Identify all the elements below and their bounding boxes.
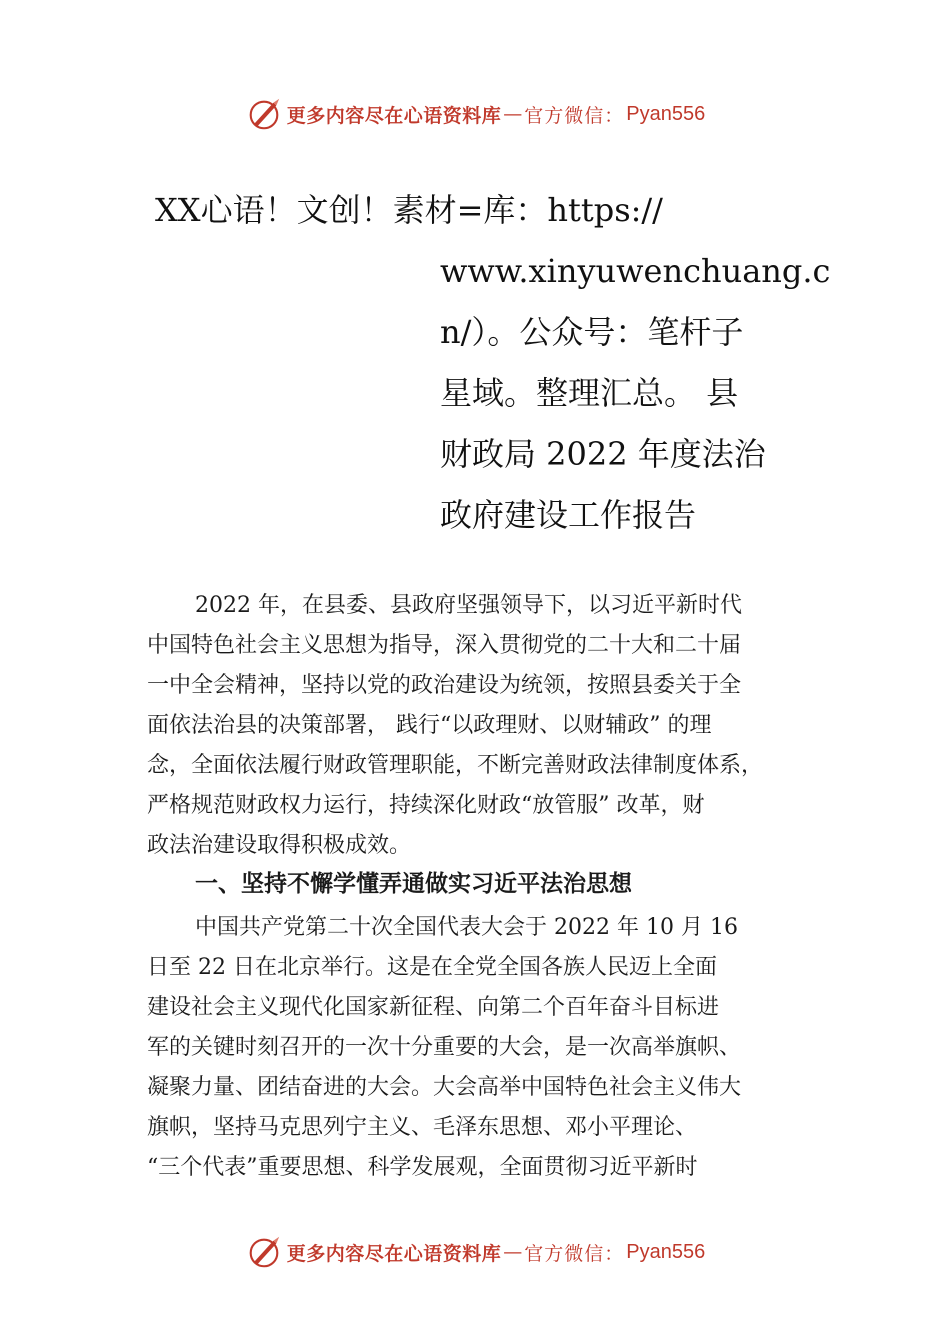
paragraph-congress <box>147 908 827 1188</box>
text-line: 中国特色社会主义思想为指导，深入贯彻党的二十大和二十届 <box>147 633 742 658</box>
banner-dash: — <box>503 103 523 125</box>
text-line: 念，全面依法履行财政管理职能，不断完善财政法律制度体系， <box>147 753 764 778</box>
text-line: 旗帜，坚持马克思列宁主义、毛泽东思想、邓小平理论、 <box>147 1115 698 1140</box>
banner-wechat-label: 官方微信： <box>524 104 625 127</box>
text-line: 面依法治县的决策部署， 践行“以政理财、以财辅政” 的理 <box>147 713 712 738</box>
section-heading <box>147 864 827 904</box>
banner-wechat-id: Pyan556 <box>626 1240 706 1263</box>
banner-wechat-id: Pyan556 <box>626 102 706 125</box>
paragraph-intro <box>147 586 827 866</box>
quill-logo-icon <box>245 1233 283 1271</box>
title-line: 政府建设工作报告 <box>440 496 697 534</box>
text-line: 一中全会精神，坚持以党的政治建设为统领，按照县委关于全 <box>147 673 742 698</box>
text-line: 凝聚力量、团结奋进的大会。大会高举中国特色社会主义伟大 <box>147 1075 742 1100</box>
text-line: “三个代表”重要思想、科学发展观，全面贯彻习近平新时 <box>147 1155 698 1180</box>
banner-dash: — <box>503 1241 523 1263</box>
banner-main-text: 更多内容尽在心语资料库 <box>286 1242 502 1265</box>
heading-text: 一、坚持不懈学懂弄通做实习近平法治思想 <box>195 871 632 897</box>
quill-logo-icon <box>245 95 283 133</box>
title-line: n/）。公众号：笔杆子 <box>440 313 744 351</box>
text-line: 建设社会主义现代化国家新征程、向第二个百年奋斗目标进 <box>147 995 720 1020</box>
title-line: 财政局 2022 年度法治 <box>440 435 766 473</box>
banner-main-text: 更多内容尽在心语资料库 <box>286 104 502 127</box>
text-line: 政法治建设取得积极成效。 <box>147 833 412 858</box>
text-line: 日至 22 日在北京举行。这是在全党全国各族人民迈上全面 <box>147 955 717 980</box>
title-line: XX心语！文创！素材=库：https:// <box>155 191 663 229</box>
text-line: 2022 年，在县委、县政府坚强领导下，以习近平新时代 <box>195 593 742 618</box>
footer-banner <box>0 1232 950 1272</box>
title-line: 星域。整理汇总。 县 <box>440 374 739 412</box>
header-banner <box>0 94 950 134</box>
text-line: 中国共产党第二十次全国代表大会于 2022 年 10 月 16 <box>195 915 738 940</box>
title-line: www.xinyuwenchuang.c <box>440 252 831 290</box>
text-line: 军的关键时刻召开的一次十分重要的大会，是一次高举旗帜、 <box>147 1035 742 1060</box>
banner-wechat-label: 官方微信： <box>524 1242 625 1265</box>
text-line: 严格规范财政权力运行，持续深化财政“放管服” 改革，财 <box>147 793 705 818</box>
